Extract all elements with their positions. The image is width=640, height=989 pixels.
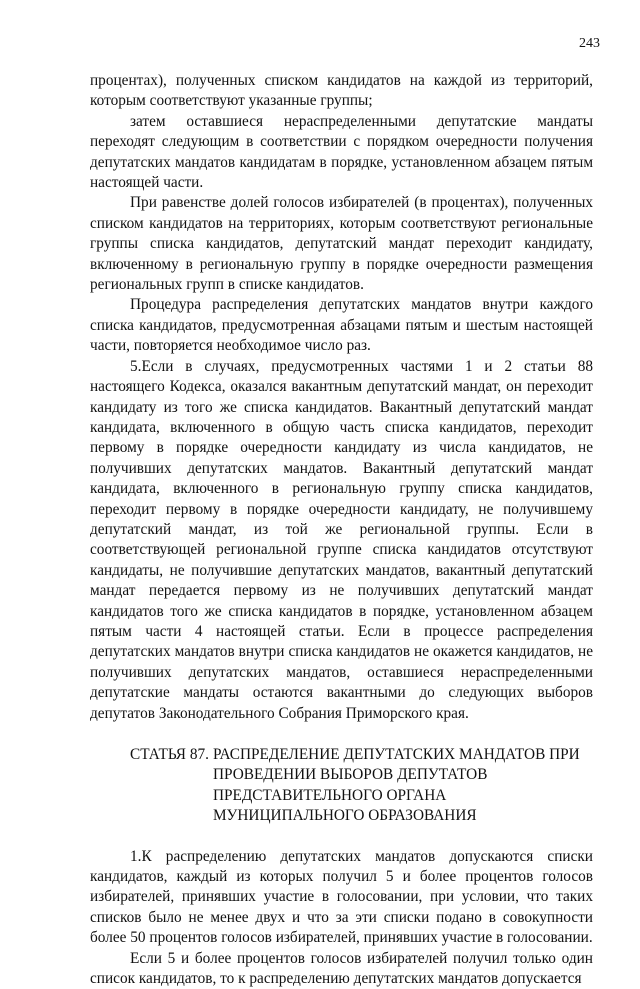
article-heading <box>90 745 593 827</box>
paragraph: Если 5 и более процентов голосов избирателей получил только один список кандидатов, то к распределению депутатских мандатов допускается <box>90 949 593 988</box>
page-number: 243 <box>579 36 600 51</box>
article-title-line: ПРОВЕДЕНИИ ВЫБОРОВ ДЕПУТАТОВ <box>212 766 488 784</box>
article-title-line: РАСПРЕДЕЛЕНИЕ ДЕПУТАТСКИХ МАНДАТОВ ПРИ <box>212 746 580 763</box>
paragraph: 1.К распределению депутатских мандатов допускаются списки кандидатов, каждый из которых получил 5 и более процентов голосов избирателей, принявших участие в голосовании, при условии, что таких списков было не менее двух и что за эти списки подано в совокупности более 50 процентов голосов избирателей, принявших участие в голосовании. <box>90 847 593 947</box>
document-body <box>90 71 593 989</box>
article-title-line: МУНИЦИПАЛЬНОГО ОБРАЗОВАНИЯ <box>212 807 477 825</box>
article-title <box>209 745 593 827</box>
article-title-line: ПРЕДСТАВИТЕЛЬНОГО ОРГАНА <box>212 786 447 804</box>
paragraph: При равенстве долей голосов избирателей (в процентах), полученных списком кандидатов на территориях, которым соответствуют региональные группы списка кандидатов, депутатский мандат переходит кандидату, включенному в региональную группу в порядке очередности размещения региональных групп в списке кандидатов. <box>90 194 593 294</box>
paragraph: затем оставшиеся нераспределенными депутатские мандаты переходят следующим в соответствии с порядком очередности получения депутатских мандатов кандидатам в порядке, установленном абзацем пятым настоящей части. <box>90 112 593 192</box>
paragraph: Процедура распределения депутатских мандатов внутри каждого списка кандидатов, предусмотренная абзацами пятым и шестым настоящей части, повторяется необходимое число раз. <box>90 296 593 355</box>
paragraph: процентах), полученных списком кандидатов на каждой из территорий, которым соответствуют указанные группы; <box>90 72 593 110</box>
paragraph: 5.Если в случаях, предусмотренных частями 1 и 2 статьи 88 настоящего Кодекса, оказался вакантным депутатский мандат, он переходит кандидату из того же списка кандидатов. Вакантный депутатский мандат кандидата, включенного в общую часть списка кандидатов, переходит первому в порядке очередности кандидату из числа кандидатов, не получивших депутатских мандатов. Вакантный депутатский мандат кандидата, включенного в региональную группу списка кандидатов, переходит первому в порядке очередности кандидату, не получившему депутатский мандат, из той же региональной группы. Если в соответствующей региональной группе списка кандидатов отсутствуют кандидаты, не получившие депутатских мандатов, вакантный депутатский мандат передается первому из не получивших депутатский мандат кандидатов того же списка кандидатов в порядке, установленном абзацем пятым части 4 настоящей статьи. Если в процессе распределения депутатских мандатов внутри списка кандидатов не окажется кандидатов, не получивших депутатских мандатов, оставшиеся нераспределенными депутатские мандаты остаются вакантными до следующих выборов депутатов Законодательного Собрания Приморского края. <box>90 357 593 722</box>
article-label: СТАТЬЯ 87. <box>130 746 209 763</box>
